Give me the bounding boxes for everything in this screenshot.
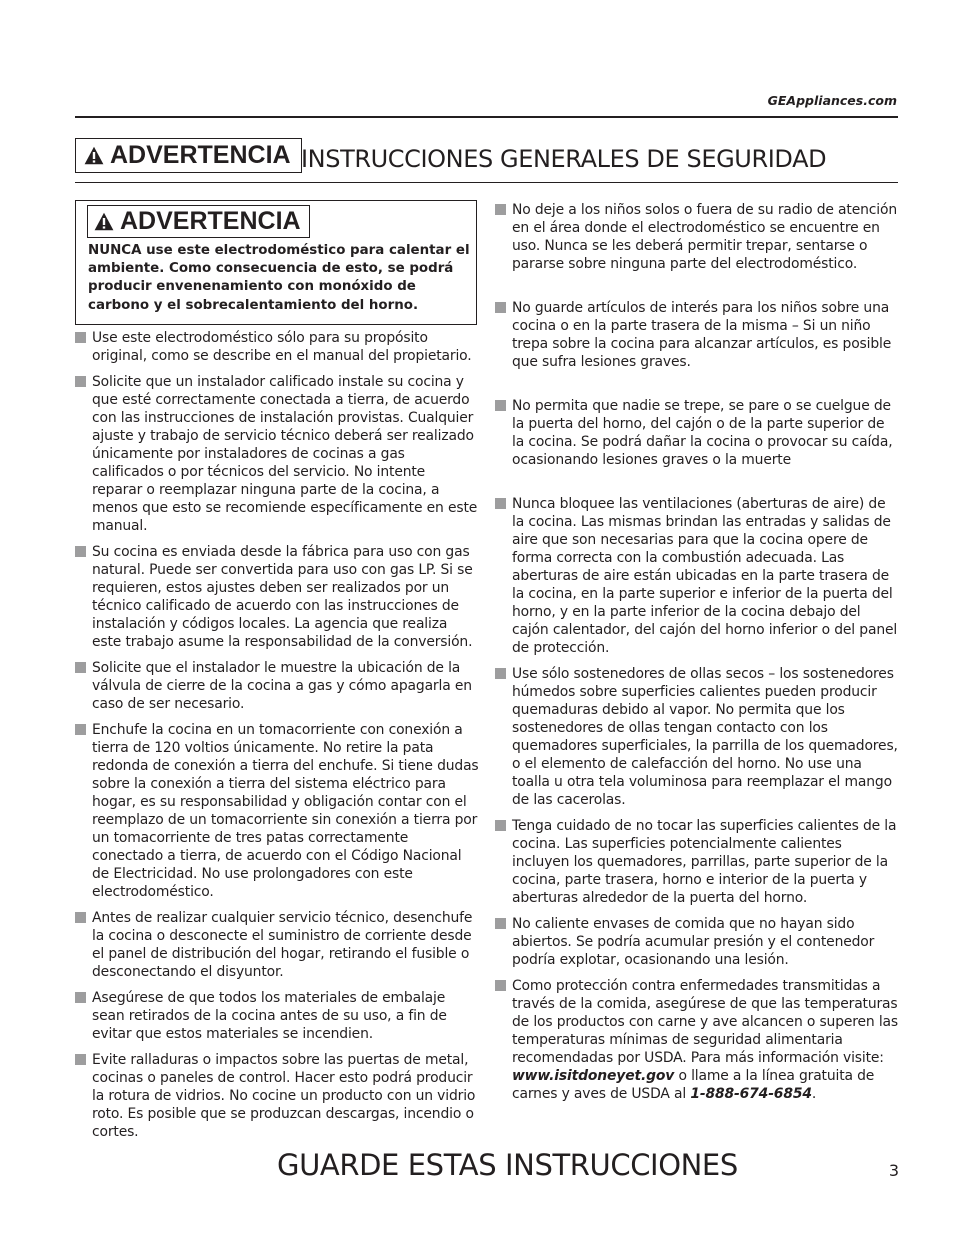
list-item: No guarde artículos de interés para los niños sobre una cocina o en la parte trasera de la misma – Si un niño trepa sobre la cocina para alcanzar artículos, es posible que sufra lesiones graves. (495, 299, 899, 371)
list-item: Su cocina es enviada desde la fábrica para uso con gas natural. Puede ser convertida para uso con gas LP. Si se requieren, estos ajustes deben ser realizados por un técnico calificado de acuerdo con las instrucciones de instalación y códigos locales. La agencia que realiza este trabajo asume la responsabilidad de la conversión. (75, 543, 479, 651)
list-item: Enchufe la cocina en un tomacorriente con conexión a tierra de 120 voltios únicamente. No retire la pata redonda de conexión a tierra del enchufe. Si tiene dudas sobre la conexión a tierra del sistema eléctrico para hogar, es su responsabilidad y obligación contar con el reemplazo de un tomacorriente sin conexión a tierra por un tomacorriente de tres patas correctamente conectado a tierra, de acuerdo con el Código Nacional de Electricidad. No use prolongadores con este electrodoméstico. (75, 721, 479, 901)
list-item: Asegúrese de que todos los materiales de embalaje sean retirados de la cocina antes de su uso, a fin de evitar que estos materiales se incendien. (75, 989, 479, 1043)
square-bullet-icon (75, 912, 86, 923)
header-rule (75, 116, 898, 118)
usda-phone-number: 1-888-674-6854 (690, 1086, 812, 1102)
square-bullet-icon (495, 918, 506, 929)
page-number: 3 (888, 1161, 899, 1180)
header-warning-label (75, 138, 302, 173)
header-warning-text: ADVERTENCIA (110, 141, 291, 169)
warning-box (75, 200, 477, 325)
square-bullet-icon (75, 724, 86, 735)
warning-box-text: NUNCA use este electrodoméstico para calentar el ambiente. Como consecuencia de esto, se podrá producir envenenamiento con monóxido de carbono y el sobrecalentamiento del horno. (88, 243, 470, 313)
list-item: Solicite que el instalador le muestre la ubicación de la válvula de cierre de la cocina a gas y cómo apagarla en caso de ser necesario. (75, 659, 479, 713)
square-bullet-icon (495, 498, 506, 509)
square-bullet-icon (75, 662, 86, 673)
left-column (75, 329, 479, 1149)
list-item: Nunca bloquee las ventilaciones (aberturas de aire) de la cocina. Las mismas brindan las entradas y salidas de aire que son necesarias para que la cocina opere de forma correcta con la combustión adecuada. Las aberturas de aire están ubicadas en la parte trasera de la cocina, en la parte superior e inferior de la puerta del horno, y en la parte inferior de la cocina debajo del cajón calentador, del cajón del horno inferior o del panel de protección. (495, 495, 899, 657)
square-bullet-icon (75, 546, 86, 557)
list-item: Use sólo sostenedores de ollas secos – los sostenedores húmedos sobre superficies calientes pueden producir quemaduras debido al vapor. No permita que los sostenedores de ollas tengan contacto con los quemadores superficiales, la parrilla de los quemadores, o el elemento de calefacción del horno. No use una toalla u otra tela voluminosa para reemplazar el mango de las cacerolas. (495, 665, 899, 809)
square-bullet-icon (75, 376, 86, 387)
list-item: Antes de realizar cualquier servicio técnico, desenchufe la cocina o desconecte el suministro de corriente desde el panel de distribución del hogar, retirando el fusible o desconectando el disyuntor. (75, 909, 479, 981)
footer-title: GUARDE ESTAS INSTRUCCIONES (277, 1148, 738, 1182)
square-bullet-icon (495, 668, 506, 679)
warning-triangle-icon (94, 212, 114, 231)
square-bullet-icon (495, 400, 506, 411)
list-item: No permita que nadie se trepe, se pare o se cuelgue de la puerta del horno, del cajón o de la parte superior de la cocina. Se podrá dañar la cocina o provocar su caída, ocasionando lesiones graves o la muerte (495, 397, 899, 469)
box-warning-text: ADVERTENCIA (120, 207, 301, 235)
list-item: Como protección contra enfermedades transmitidas a través de la comida, asegúrese de que las temperaturas de los productos con carne y ave alcancen o superen las temperaturas mínimas de seguridad alimentaria recomendadas por USDA. Para más información visite: www.isitdoneyet.gov o llame a la línea gratuita de carnes y aves de USDA al 1-888-674-6854. (495, 977, 899, 1103)
square-bullet-icon (495, 820, 506, 831)
right-column (495, 201, 899, 1103)
list-item: Evite ralladuras o impactos sobre las puertas de metal, cocinas o paneles de control. Hacer esto podrá producir la rotura de vidrios. No cocine un producto con un vidrio roto. Es posible que se produzcan descargas, incendio o cortes. (75, 1051, 479, 1141)
square-bullet-icon (495, 302, 506, 313)
list-item: No deje a los niños solos o fuera de su radio de atención en el área donde el electrodoméstico se encuentre en uso. Nunca se les deberá permitir trepar, sentarse o pararse sobre ninguna parte del electrodoméstico. (495, 201, 899, 273)
square-bullet-icon (75, 1054, 86, 1065)
title-rule (75, 182, 898, 183)
list-item: Use este electrodoméstico sólo para su propósito original, como se describe en el manual del propietario. (75, 329, 479, 365)
list-item: Tenga cuidado de no tocar las superficies calientes de la cocina. Las superficies potencialmente calientes incluyen los quemadores, parrillas, parte superior de la cocina, parte trasera, horno e interior de la puerta y aberturas alrededor de la puerta del horno. (495, 817, 899, 907)
list-item: No caliente envases de comida que no hayan sido abiertos. Se podría acumular presión y el contenedor podría explotar, ocasionando una lesión. (495, 915, 899, 969)
square-bullet-icon (75, 332, 86, 343)
page-title: INSTRUCCIONES GENERALES DE SEGURIDAD (301, 145, 827, 173)
square-bullet-icon (75, 992, 86, 1003)
square-bullet-icon (495, 980, 506, 991)
box-warning-label (87, 205, 310, 238)
warning-triangle-icon (84, 146, 104, 165)
site-url: GEAppliances.com (767, 93, 897, 108)
list-item: Solicite que un instalador calificado instale su cocina y que esté correctamente conectada a tierra, de acuerdo con las instrucciones de instalación provistas. Cualquier ajuste y trabajo de servicio técnico deberá ser realizado únicamente por instaladores de cocinas a gas calificados o por técnicos del servicio. No intente reparar o reemplazar ninguna parte de la cocina, a menos que esto se recomiende específicamente en este manual. (75, 373, 479, 535)
usda-website-link[interactable]: www.isitdoneyet.gov (512, 1068, 675, 1084)
square-bullet-icon (495, 204, 506, 215)
